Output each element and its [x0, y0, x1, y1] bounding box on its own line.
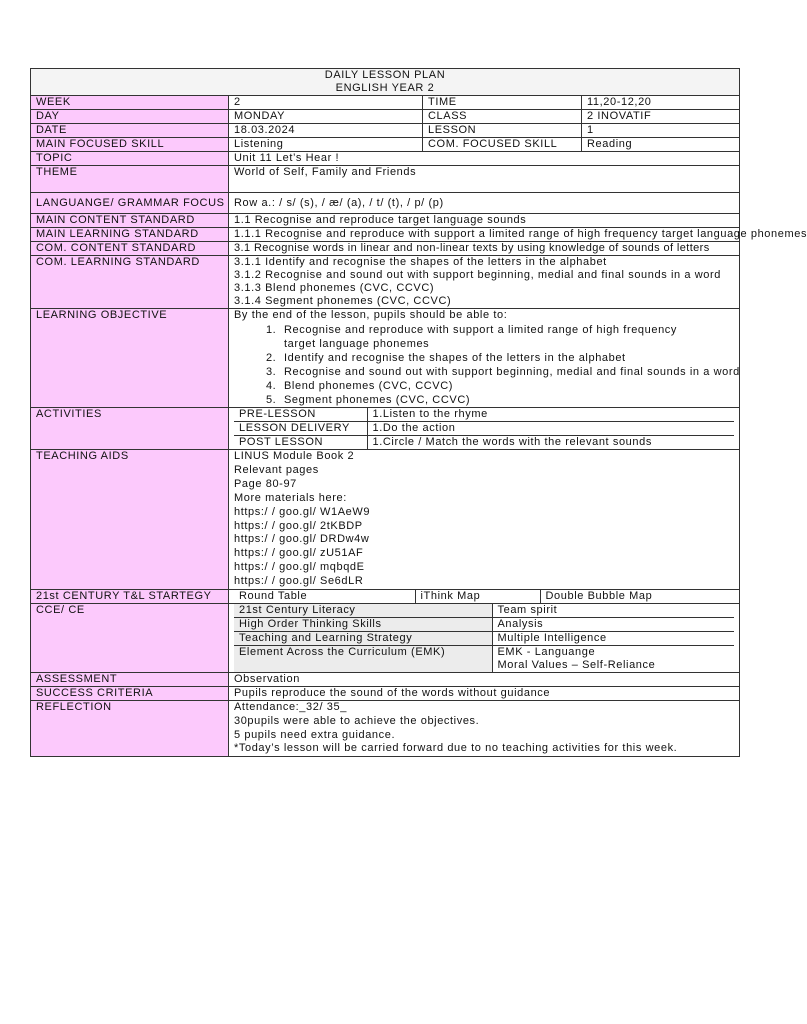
aids-link-1: https:/ / goo.gl/ W1AeW9: [234, 505, 371, 518]
activity-row: [234, 422, 734, 436]
objective-item-3: 3. Recognise and sound out with support beginning, medial and final sounds in a word: [280, 365, 734, 379]
cce-item-row: [234, 618, 734, 632]
activity-text: 1.Do the action: [367, 422, 734, 436]
aids-value: [229, 450, 740, 590]
time-label: TIME: [423, 96, 582, 110]
cce-right-line-1: EMK - Languange: [497, 646, 596, 659]
com-learning-line-4: 3.1.4 Segment phonemes (CVC, CCVC): [234, 295, 452, 307]
title-line-1: DAILY LESSON PLAN: [324, 69, 446, 81]
reflection-line-2: 30pupils were able to achieve the objectives.: [234, 714, 480, 727]
activities-label: ACTIVITIES: [31, 408, 229, 450]
lesson-label: LESSON: [423, 124, 582, 138]
aids-line-1: LINUS Module Book 2: [234, 450, 355, 462]
strategy-row: [31, 590, 740, 604]
week-label: WEEK: [31, 96, 229, 110]
assessment-row: [31, 673, 740, 687]
cce-item-row: [234, 604, 734, 618]
objective-value: [229, 309, 740, 408]
cce-right: [492, 646, 734, 673]
activity-row: [234, 436, 734, 450]
objective-item-2: 2. Identify and recognise the shapes of the letters in the alphabet: [280, 351, 734, 365]
class-label: CLASS: [423, 110, 582, 124]
reflection-value: [229, 701, 740, 757]
activity-stage: PRE-LESSON: [234, 408, 367, 422]
activity-text: 1.Listen to the rhyme: [367, 408, 734, 422]
main-skill-value: Listening: [229, 138, 423, 152]
com-content-value: 3.1 Recognise words in linear and non-linear texts by using knowledge of sounds of letters: [229, 242, 740, 256]
com-learning-line-2: 3.1.2 Recognise and sound out with support beginning, medial and final sounds in a word: [234, 269, 721, 281]
theme-row: [31, 166, 740, 193]
title-row: [31, 69, 740, 96]
objective-intro: By the end of the lesson, pupils should be able to:: [234, 309, 508, 321]
main-learning-label: MAIN LEARNING STANDARD: [31, 228, 229, 242]
cce-right: Analysis: [492, 618, 734, 632]
date-row: [31, 124, 740, 138]
grammar-row: [31, 193, 740, 214]
aids-link-3: https:/ / goo.gl/ DRDw4w: [234, 533, 370, 546]
cce-left: 21st Century Literacy: [234, 604, 492, 618]
day-label: DAY: [31, 110, 229, 124]
lesson-value: 1: [582, 124, 740, 138]
day-value: MONDAY: [229, 110, 423, 124]
aids-line-3: Page 80-97: [234, 477, 297, 490]
time-value: 11,20-12,20: [582, 96, 740, 110]
cce-item-row: [234, 632, 734, 646]
reflection-line-4: *Today’s lesson will be carried forward due to no teaching activities for this week.: [234, 742, 678, 755]
title-line-2: ENGLISH YEAR 2: [335, 82, 435, 94]
topic-value: Unit 11 Let’s Hear !: [229, 152, 740, 166]
main-skill-label: MAIN FOCUSED SKILL: [31, 138, 229, 152]
assessment-value: Observation: [229, 673, 740, 687]
theme-label: THEME: [31, 166, 229, 193]
cce-right-line-2: Moral Values – Self-Reliance: [497, 659, 656, 672]
activities-row: [31, 408, 740, 450]
main-content-row: [31, 214, 740, 228]
com-learning-line-1: 3.1.1 Identify and recognise the shapes of the letters in the alphabet: [234, 256, 607, 268]
reflection-line-1: Attendance:_32/ 35_: [234, 701, 347, 714]
strategy-item-3: Double Bubble Map: [540, 590, 734, 603]
cce-right: Multiple Intelligence: [492, 632, 734, 646]
week-value: 2: [229, 96, 423, 110]
com-skill-label: COM. FOCUSED SKILL: [423, 138, 582, 152]
com-content-row: [31, 242, 740, 256]
topic-row: [31, 152, 740, 166]
activity-row: [234, 408, 734, 422]
week-row: [31, 96, 740, 110]
table-title: [31, 69, 740, 96]
com-learning-label: COM. LEARNING STANDARD: [31, 256, 229, 309]
strategy-table: [234, 590, 734, 603]
cce-table: [234, 604, 734, 672]
strategy-items: [234, 590, 734, 603]
com-learning-line-3: 3.1.3 Blend phonemes (CVC, CCVC): [234, 282, 435, 294]
cce-right: Team spirit: [492, 604, 734, 618]
main-content-value: 1.1 Recognise and reproduce target language sounds: [229, 214, 740, 228]
success-value: Pupils reproduce the sound of the words without guidance: [229, 687, 740, 701]
reflection-row: [31, 701, 740, 757]
objective-item-4: 4. Blend phonemes (CVC, CCVC): [280, 379, 734, 393]
main-content-label: MAIN CONTENT STANDARD: [31, 214, 229, 228]
cce-left: Teaching and Learning Strategy: [234, 632, 492, 646]
activity-text: 1.Circle / Match the words with the relevant sounds: [367, 436, 734, 450]
date-label: DATE: [31, 124, 229, 138]
lesson-plan-table: [30, 68, 807, 757]
main-learning-row: [31, 228, 740, 242]
reflection-line-3: 5 pupils need extra guidance.: [234, 728, 396, 741]
objective-item-5: 5. Segment phonemes (CVC, CCVC): [280, 393, 734, 407]
date-value: 18.03.2024: [229, 124, 423, 138]
strategy-label: 21st CENTURY T&L STARTEGY: [31, 590, 229, 604]
objective-list: [234, 323, 740, 407]
class-value: 2 INOVATIF: [582, 110, 740, 124]
aids-link-4: https:/ / goo.gl/ zU51AF: [234, 547, 364, 560]
activity-stage: LESSON DELIVERY: [234, 422, 367, 436]
success-row: [31, 687, 740, 701]
reflection-label: REFLECTION: [31, 701, 229, 757]
grammar-value: Row a.: / s/ (s), / æ/ (a), / t/ (t), / p/ (p): [229, 193, 740, 214]
strategy-item-1: Round Table: [234, 590, 415, 603]
aids-line-4: More materials here:: [234, 491, 347, 504]
aids-link-6: https:/ / goo.gl/ Se6dLR: [234, 575, 364, 588]
aids-link-2: https:/ / goo.gl/ 2tKBDP: [234, 519, 363, 532]
com-learning-row: [31, 256, 740, 309]
day-row: [31, 110, 740, 124]
main-learning-value: 1.1.1 Recognise and reproduce with support a limited range of high frequency target language phonemes: [229, 228, 740, 242]
cce-row: [31, 604, 740, 673]
com-learning-value: [229, 256, 740, 309]
skill-row: [31, 138, 740, 152]
objective-row: [31, 309, 740, 408]
theme-value: World of Self, Family and Friends: [229, 166, 740, 193]
cce-cell: [229, 604, 740, 673]
cce-left: High Order Thinking Skills: [234, 618, 492, 632]
cce-label: CCE/ CE: [31, 604, 229, 673]
strategy-item-2: iThink Map: [415, 590, 540, 603]
cce-left: Element Across the Curriculum (EMK): [234, 646, 492, 673]
activities-cell: [229, 408, 740, 450]
grammar-label: LANGUANGE/ GRAMMAR FOCUS: [31, 193, 229, 214]
aids-row: [31, 450, 740, 590]
cce-item-row: [234, 646, 734, 673]
success-label: SUCCESS CRITERIA: [31, 687, 229, 701]
topic-label: TOPIC: [31, 152, 229, 166]
aids-line-2: Relevant pages: [234, 463, 319, 476]
objective-label: LEARNING OBJECTIVE: [31, 309, 229, 408]
activity-stage: POST LESSON: [234, 436, 367, 450]
activities-table: [234, 408, 734, 449]
objective-item-1: 1. Recognise and reproduce with support a limited range of high frequency target language phonemes: [280, 323, 734, 351]
assessment-label: ASSESSMENT: [31, 673, 229, 687]
aids-label: TEACHING AIDS: [31, 450, 229, 590]
com-content-label: COM. CONTENT STANDARD: [31, 242, 229, 256]
com-skill-value: Reading: [582, 138, 740, 152]
strategy-cell: [229, 590, 740, 604]
aids-link-5: https:/ / goo.gl/ mqbqdE: [234, 561, 365, 574]
